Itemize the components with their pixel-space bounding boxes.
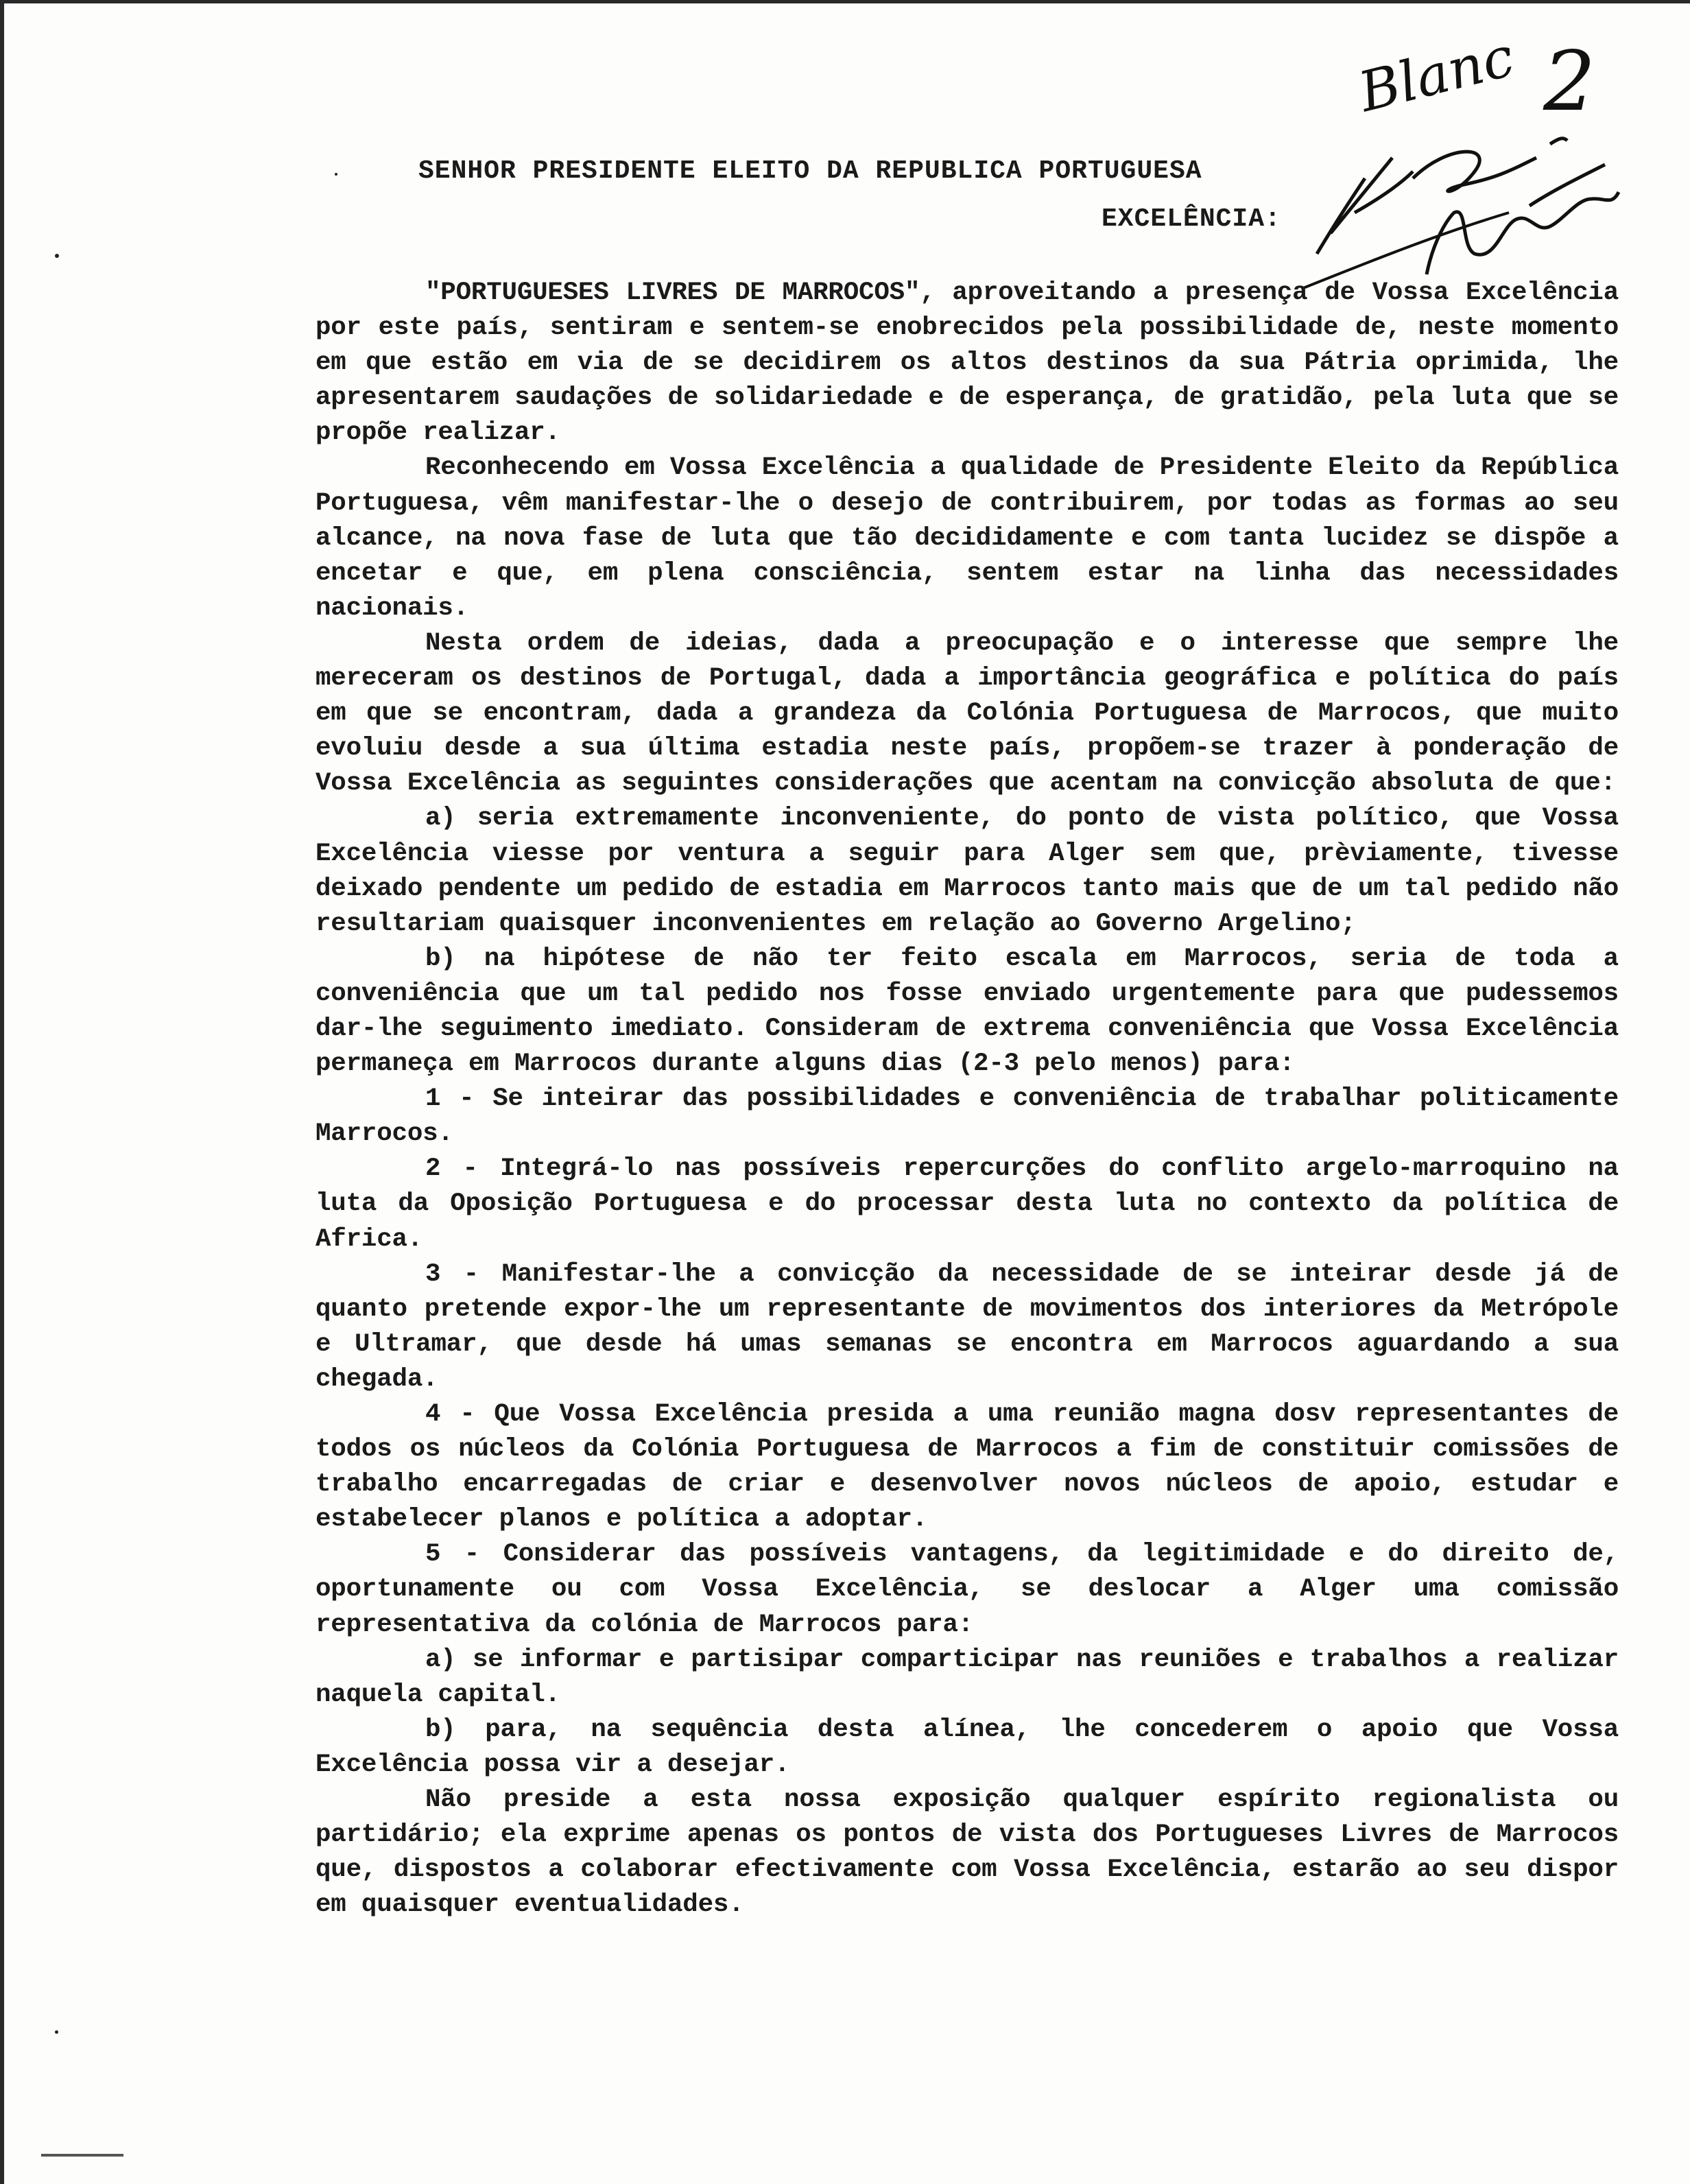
paragraph-point-1: 1 - Se inteirar das possibilidades e conveniência de trabalhar politicamente Marrocos. xyxy=(316,1084,1619,1149)
paragraph-recognition: Reconhecendo em Vossa Excelência a qualidade de Presidente Eleito da República Portuguesa, vêm manifestar-lhe o desejo de contribuirem, por todas as formas ao seu alcance, na nova fase de luta que tão decididamente e com tanta lucidez se dispõe a encetar e que, em plena consciência, sentem estar na linha das necessidades nacionais. xyxy=(316,453,1619,623)
paragraph-point-5-b: b) para, na sequência desta alínea, lhe concederem o apoio que Vossa Excelência possa vir a desejar. xyxy=(316,1715,1619,1779)
document-salutation: EXCELÊNCIA: xyxy=(1102,204,1281,234)
paragraph-item-a: a) seria extremamente inconveniente, do ponto de vista político, que Vossa Excelência viesse por ventura a seguir para Alger sem que, prèviamente, tivesse deixado pendente um pedido de estadia em Marrocos tanto mais que de um tal pedido não resultariam quaisquer inconvenientes em relação ao Governo Argelino; xyxy=(316,804,1619,938)
paragraph-closing: Não preside a esta nossa exposição qualquer espírito regionalista ou partidário; ela exprime apenas os pontos de vista dos Portugueses Livres de Marrocos que, dispostos a colaborar efectivamente com Vossa Excelência, estarão ao seu dispor em quaisquer eventualidades. xyxy=(316,1785,1619,1920)
paragraph-intro: "PORTUGUESES LIVRES DE MARROCOS", aproveitando a presença de Vossa Excelência por este país, sentiram e sentem-se enobrecidos pela possibilidade de, neste momento em que estão em via de se decidirem os altos destinos da sua Pátria oprimida, lhe apresentarem saudações de solidariedade e de esperança, de gratidão, pela luta que se propõe realizar. xyxy=(316,278,1619,448)
paragraph-point-3: 3 - Manifestar-lhe a convicção da necessidade de se inteirar desde já de quanto pretende expor-lhe um representante de movimentos dos interiores da Metrópole e Ultramar, que desde há umas semanas se encontra em Marrocos aguardando a sua chegada. xyxy=(316,1259,1619,1394)
letter-body xyxy=(316,276,1619,1923)
paragraph-point-5: 5 - Considerar das possíveis vantagens, da legitimidade e do direito de, oportunamente ou com Vossa Excelência, se deslocar a Alger uma comissão representativa da colónia de Marrocos para: xyxy=(316,1540,1619,1639)
scan-bottom-mark xyxy=(41,2154,123,2157)
handwritten-signature xyxy=(1289,117,1646,295)
paragraph-point-5-a: a) se informar e partisipar comparticipar nas reuniões e trabalhos a realizar naquela capital. xyxy=(316,1645,1619,1709)
scan-edge-left xyxy=(0,0,4,2184)
paragraph-considerations: Nesta ordem de ideias, dada a preocupação e o interesse que sempre lhe mereceram os destinos de Portugal, dada a importância geográfica e política do país em que se encontram, dada a grandeza da Colónia Portuguesa de Marrocos, que muito evoluiu desde a sua última estadia neste país, propõem-se trazer à ponderação de Vossa Excelência as seguintes considerações que acentam na convicção absoluta de que: xyxy=(316,628,1619,798)
document-title: SENHOR PRESIDENTE ELEITO DA REPUBLICA PORTUGUESA xyxy=(418,156,1202,186)
scan-edge-top xyxy=(0,0,1690,3)
handwritten-note-blanc: Blanc xyxy=(1353,24,1521,125)
handwritten-page-number: 2 xyxy=(1543,34,1596,130)
scan-speck xyxy=(55,2030,58,2034)
scan-speck xyxy=(335,173,337,176)
paragraph-point-2: 2 - Integrá-lo nas possíveis repercurções do conflito argelo-marroquino na luta da Oposição Portuguesa e do processar desta luta no contexto da política de Africa. xyxy=(316,1154,1619,1254)
paragraph-point-4: 4 - Que Vossa Excelência presida a uma reunião magna dosv representantes de todos os núcleos da Colónia Portuguesa de Marrocos a fim de constituir comissões de trabalho encarregadas de criar e desenvolver novos núcleos de apoio, estudar e estabelecer planos e política a adoptar. xyxy=(316,1400,1619,1534)
paragraph-item-b: b) na hipótese de não ter feito escala em Marrocos, seria de toda a conveniência que um tal pedido nos fosse enviado urgentemente para que pudessemos dar-lhe seguimento imediato. Consideram de extrema conveniência que Vossa Excelência permaneça em Marrocos durante alguns dias (2-3 pelo menos) para: xyxy=(316,944,1619,1079)
scan-speck xyxy=(55,254,59,258)
